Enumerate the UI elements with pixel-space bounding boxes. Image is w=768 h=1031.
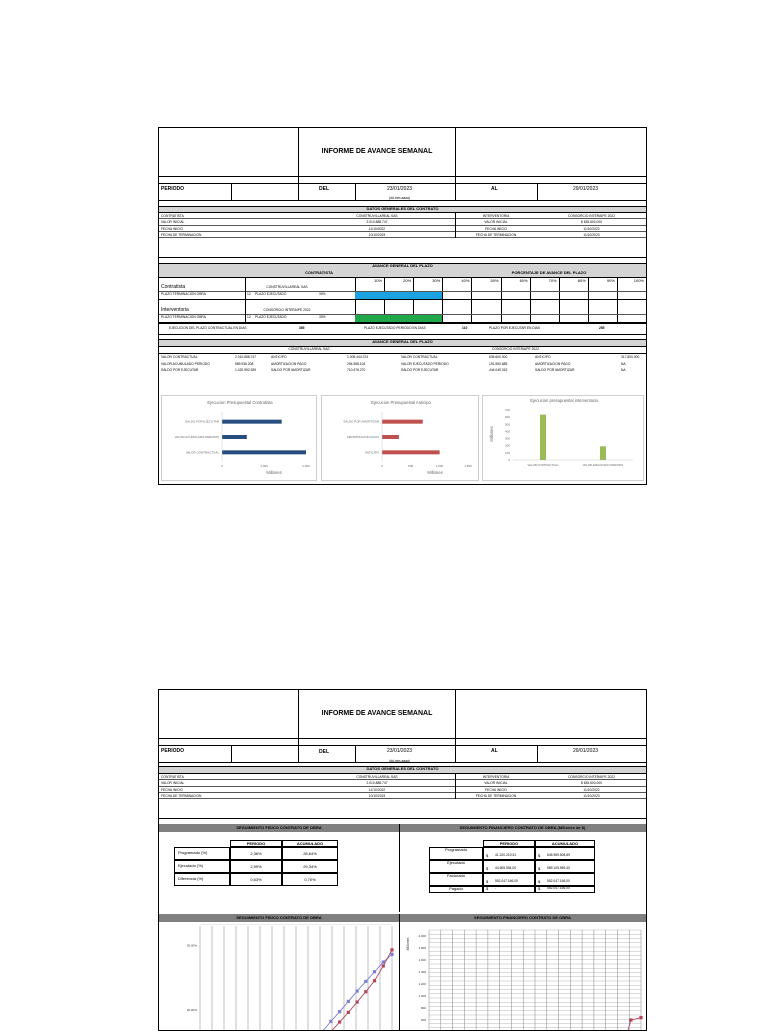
tick-label: 600 xyxy=(504,415,510,420)
bar xyxy=(540,415,546,460)
interventoria-name: Interventoria xyxy=(161,307,189,313)
summary-label: PLAZO POR EJECUTAR EN DIAS xyxy=(489,326,541,330)
col-divider xyxy=(455,212,456,238)
data-point xyxy=(373,979,376,982)
scale-label: 100% xyxy=(633,278,644,283)
financiero-cell: VALOR CONTRACTUAL xyxy=(401,355,438,359)
category-label: VALOR CONTRACTUAL xyxy=(185,450,219,455)
data-point xyxy=(338,1020,341,1023)
data-point xyxy=(355,989,358,992)
col-periodo: PERIODO xyxy=(246,840,266,846)
interventoria-term-value: 12 xyxy=(247,315,251,319)
report-title: INFORME DE AVANCE SEMANAL xyxy=(321,148,433,155)
scale-label: 80% xyxy=(577,278,586,283)
bar xyxy=(600,446,606,460)
category-label: VALOR EJECUTADO PERIODO xyxy=(582,463,624,467)
chart-title: Ejecucion Presupuestal Anticipo xyxy=(371,400,431,405)
contract-value: CONSTRUVILLAREAL SAS xyxy=(356,214,398,218)
interventoria-company: CONSORCIO INTERAIPE 2022 xyxy=(263,308,311,312)
grid-line xyxy=(471,277,472,323)
scale-label: 60% xyxy=(519,278,528,283)
financiero-cell: SALDO POR EJECUTAR xyxy=(161,368,199,372)
contract-value: $ 635.600.000 xyxy=(580,781,603,786)
chart-title: Ejecucion presupuestal interventoria xyxy=(530,398,598,403)
financiero-cell: SALDO POR AMORTIZAR xyxy=(271,368,311,372)
contract-label: FECHA INICIO xyxy=(161,226,183,231)
financiero-cell: SALDO POR AMORTIZAR xyxy=(535,368,575,372)
contract-value: 10/10/2023 xyxy=(368,232,386,237)
financiero-section-title: AVANCE GENERAL DEL PLAZO xyxy=(372,339,433,344)
data-point xyxy=(639,1016,642,1019)
period-del-label-2: DEL xyxy=(319,749,329,755)
contract-value: 11/10/2022 xyxy=(368,787,386,792)
contract-label: FECHA INICIO xyxy=(161,787,183,792)
tick-label: 100 xyxy=(504,450,510,455)
financiero-interventoria: CONSORCIO INTERAIPE 2022 xyxy=(492,347,539,351)
financiero-cell: 294.968.104 xyxy=(347,361,366,366)
contract-label: FECHA DE TERMINACION xyxy=(161,232,202,237)
summary-value: 365 xyxy=(299,326,305,330)
period-end: 29/01/2023 xyxy=(573,186,599,192)
financiero-cell: 589.936.208 xyxy=(235,361,254,366)
financiero-cell: AMORTIZACION PAGO xyxy=(535,361,571,366)
interventoria-exec-label: PLAZO EJECUTADO xyxy=(255,315,287,319)
tick-label: 1.200 xyxy=(418,982,426,986)
contract-value: 10/10/2023 xyxy=(368,793,386,798)
financiero-cell: NA xyxy=(621,368,626,372)
plazo-porcentaje-header: PORCENTAJE DE AVANCE DEL PLAZO xyxy=(511,270,587,275)
currency-symbol: $ xyxy=(538,866,541,871)
financiero-cell: VALOR EJECUTADO PERIODO xyxy=(401,361,449,366)
bar xyxy=(382,450,440,454)
tick-label: 500 xyxy=(408,464,414,468)
chart-financiero-line xyxy=(401,924,645,1030)
tick-label: 1.600 xyxy=(418,958,426,962)
category-label: VALOR ACUMULADO PERIODO xyxy=(174,435,219,439)
fin-acumulado: 552.047.166,00 xyxy=(547,886,570,890)
grid-line xyxy=(442,277,443,323)
data-point xyxy=(347,1000,350,1003)
contract-value: 11/10/2022 xyxy=(583,787,600,792)
contract-value: 11/10/2022 xyxy=(583,226,600,231)
axis-label: Millones xyxy=(266,470,282,475)
data-point xyxy=(390,948,393,951)
tick-label: 20,00% xyxy=(186,1007,197,1012)
fisico-label: Ejecutado (%) xyxy=(178,863,204,868)
chart-anticipo xyxy=(321,395,479,481)
financiero-cell: 2.010.888.747 xyxy=(235,355,257,359)
data-point xyxy=(373,970,376,973)
row-divider xyxy=(159,792,646,793)
fisico-acumulado: 28,64% xyxy=(303,851,317,856)
contract-label: FECHA DE TERMINACION xyxy=(475,232,517,237)
fisico-title: SEGUIMIENTO FISICO CONTRATO DE OBRA xyxy=(236,825,322,830)
financiero-cell: 635.600.000 xyxy=(489,355,508,359)
financiero-contratista: CONSTRUVILLAREAL SAS xyxy=(288,347,330,351)
fisico-acumulado: 29,34% xyxy=(303,864,317,869)
contract-label: FECHA INICIO xyxy=(485,787,507,792)
category-label: AMORTIZACION PAGO xyxy=(346,435,379,439)
fin-acumulado: 589.105.959,40 xyxy=(547,866,570,870)
summary-label: EJECUCION DEL PLAZO CONTRACTUAL EN DIAS xyxy=(169,326,247,330)
period-start-2: 23/01/2023 xyxy=(387,748,413,754)
data-point xyxy=(364,980,367,983)
tick-label: 700 xyxy=(504,408,510,412)
grid-line xyxy=(530,277,531,323)
summary-value: 255 xyxy=(599,326,605,330)
data-point xyxy=(629,1018,632,1021)
contract-label: VALOR INICIAL xyxy=(484,781,508,786)
financiero-cell: AMORTIZACION PAGO xyxy=(271,361,307,366)
currency-symbol: $ xyxy=(486,886,489,891)
row-divider xyxy=(159,798,646,799)
col-acumulado: ACUMULADO xyxy=(551,840,579,846)
fisico-label: Diferencia (%) xyxy=(178,876,204,881)
currency-symbol: $ xyxy=(538,879,541,884)
col-acumulado: ACUMULADO xyxy=(296,840,324,846)
financiero-cell: 710.476.270 xyxy=(347,368,366,372)
col-divider xyxy=(455,773,456,799)
currency-symbol: $ xyxy=(538,853,541,858)
contract-value: 11/10/2023 xyxy=(583,793,600,798)
category-label: VALOR CONTRACTUAL xyxy=(527,463,559,467)
tick-label: 1.000 xyxy=(435,464,444,468)
contratista-term-label: PLAZO TERMINACION OBRA xyxy=(161,292,207,296)
data-point xyxy=(355,1000,358,1003)
grid-line xyxy=(617,277,618,323)
scale-label: 20% xyxy=(403,278,412,283)
axis-label: Millones xyxy=(406,937,410,951)
data-point xyxy=(329,1020,332,1023)
tick-label: 800 xyxy=(420,1006,426,1010)
bar xyxy=(382,435,399,439)
tick-label: 1.000 xyxy=(418,994,426,998)
contract-label: FECHA INICIO xyxy=(485,226,507,231)
tick-label: 200 xyxy=(504,443,510,448)
summary-value: 110 xyxy=(462,326,468,330)
tick-label: 1.400 xyxy=(418,970,426,974)
report-sheet-1 xyxy=(158,127,647,485)
contract-label: INTERVENTORIA xyxy=(482,214,510,218)
col-divider xyxy=(245,277,246,323)
tick-label: 1.500 xyxy=(464,464,472,468)
contract-section-title: DATOS GENERALES DEL CONTRATO xyxy=(366,206,439,211)
interventoria-term-label: PLAZO TERMINACION OBRA xyxy=(161,315,207,319)
fin-periodo: 552.047.166,00 xyxy=(495,879,518,883)
tick-label: 2.000 xyxy=(418,934,426,938)
currency-symbol: $ xyxy=(486,853,489,858)
category-label: SALDO POR EJECUTAR xyxy=(185,419,219,424)
financiero-cell: VALOR ACUMULADO PERIODO xyxy=(161,361,210,366)
fisico-acumulado: 0,70% xyxy=(304,877,316,882)
plazo-contratista-header: CONTRATISTA xyxy=(304,270,334,275)
data-point xyxy=(364,990,367,993)
chart-contratista xyxy=(161,395,317,481)
contract-label: VALOR INICIAL xyxy=(161,781,185,786)
grid-line xyxy=(646,277,647,323)
period-format-hint-2: (dd-mm-aaaa) xyxy=(389,759,410,763)
row-divider xyxy=(159,299,646,300)
row-cell xyxy=(483,886,535,893)
currency-symbol: $ xyxy=(538,886,541,891)
fisico-label: Programado (%) xyxy=(178,850,208,855)
contract-value: CONSTRUVILLAREAL SAS xyxy=(356,775,398,779)
scale-label: 70% xyxy=(548,278,557,283)
tick-label: 1.000 xyxy=(260,464,268,468)
fin-label: Facturado xyxy=(446,873,465,878)
contract-value: CONSORCIO INTERAIPE 2022 xyxy=(568,775,615,779)
grid-line xyxy=(588,277,589,323)
grid-line xyxy=(501,277,502,323)
category-label: SALDO POR AMORTIZAR xyxy=(343,419,379,424)
fin-periodo: 41.220.219,31 xyxy=(495,853,517,857)
scale-label: 90% xyxy=(606,278,615,283)
tick-label: 0 xyxy=(221,464,223,468)
contract-section-title-2: DATOS GENERALES DEL CONTRATO xyxy=(366,766,439,771)
contratista-name: Contratista xyxy=(161,284,186,290)
bar xyxy=(222,435,247,439)
financiero-cell: 444.049.315 xyxy=(489,368,508,372)
contract-label: CONTRATISTA xyxy=(161,214,184,218)
chart-interventoria xyxy=(482,395,644,481)
contract-value: $ 635.600.000 xyxy=(580,220,603,225)
chart-fisico-line xyxy=(160,924,398,1030)
contract-value: 11/10/2023 xyxy=(583,232,600,237)
fisico-periodo: 0,63% xyxy=(250,877,262,882)
contratista-progress-bar xyxy=(355,292,442,299)
financiero-cell: NA xyxy=(621,361,626,366)
data-point xyxy=(382,964,385,967)
period-end-2: 29/01/2023 xyxy=(573,748,599,754)
tick-label: 600 xyxy=(420,1018,426,1022)
period-format-hint: (dd-mm-aaaa) xyxy=(389,196,410,200)
financiero-title: SEGUIMIENTO FINANCIERO CONTRATO DE OBRA (Millones de $) xyxy=(459,825,586,830)
period-label-2: PERIODO xyxy=(161,748,185,754)
period-start: 23/01/2023 xyxy=(387,186,413,192)
contract-value: 11/10/2022 xyxy=(368,226,386,231)
contract-value: 2.010.888.747 xyxy=(366,781,388,786)
report-title-2: INFORME DE AVANCE SEMANAL xyxy=(321,710,433,717)
fin-label: Pagado xyxy=(449,886,463,891)
fisico-periodo: 2,99% xyxy=(250,864,262,869)
summary-label: PLAZO EJECUTADO PERIODO EN DIAS xyxy=(364,326,426,330)
bar xyxy=(222,420,282,424)
period-al-label-2: AL xyxy=(491,748,498,754)
chart-fin-title: SEGUIMIENTO FINANCIERO CONTRATO DE OBRA xyxy=(474,915,571,920)
chart-title: Ejecucion Presupuestal Contratista xyxy=(207,400,273,405)
financiero-cell: SALDO POR EJECUTAR xyxy=(401,368,439,372)
tick-label: 1.800 xyxy=(418,946,426,950)
financiero-cell: 317.800.000 xyxy=(621,355,640,359)
chart-fisico-title: SEGUIMIENTO FISICO CONTRATO DE OBRA xyxy=(236,915,322,920)
financiero-cell: ANTICIPO xyxy=(271,355,287,359)
contract-label: FECHA DE TERMINACION xyxy=(475,793,517,798)
axis-label: Millones xyxy=(427,470,443,475)
contract-label: VALOR INICIAL xyxy=(161,220,185,225)
contratista-exec-value: 30% xyxy=(319,292,326,296)
row-divider xyxy=(159,218,646,219)
scale-label: 10% xyxy=(374,278,383,283)
plazo-section-title: AVANCE GENERAL DEL PLAZO xyxy=(372,263,433,268)
scale-label: 50% xyxy=(490,278,499,283)
tick-label: 500 xyxy=(504,422,510,427)
row-divider xyxy=(159,237,646,238)
tick-label: 300 xyxy=(504,436,510,441)
bar xyxy=(382,420,423,424)
tick-label: 0 xyxy=(381,464,383,468)
tick-label: 2.000 xyxy=(302,464,310,468)
contract-label: INTERVENTORIA xyxy=(482,775,510,779)
scale-label: 30% xyxy=(432,278,441,283)
period-label: PERIODO xyxy=(161,186,185,192)
data-point xyxy=(347,1011,350,1014)
fin-acumulado: 645.969.508,89 xyxy=(547,853,570,857)
bar xyxy=(222,450,306,454)
financiero-cell: 191.550.685 xyxy=(489,361,508,366)
interventoria-progress-bar xyxy=(355,315,442,322)
contract-value: 2.010.888.747 xyxy=(366,220,388,225)
currency-symbol: $ xyxy=(486,866,489,871)
contratista-company: CONSTRUVILLAREAL SAS xyxy=(266,285,308,289)
financiero-cell: 1.005.444.374 xyxy=(347,355,369,359)
fin-label: Programado xyxy=(444,847,467,852)
fin-periodo: 44.605.554,00 xyxy=(495,866,517,870)
fin-periodo: - xyxy=(495,886,497,890)
report-sheet-2 xyxy=(158,689,647,1031)
col-periodo: PERIODO xyxy=(499,840,519,846)
fin-acumulado: 552.047.166,00 xyxy=(547,879,570,883)
row-divider xyxy=(159,779,646,780)
contract-label: VALOR INICIAL xyxy=(484,220,508,225)
grid-line xyxy=(559,277,560,323)
row-divider xyxy=(159,231,646,232)
contratista-term-value: 12 xyxy=(247,292,251,296)
interventoria-exec-value: 30% xyxy=(319,315,326,319)
fisico-periodo: 2,36% xyxy=(250,851,262,856)
data-point xyxy=(338,1010,341,1013)
contract-label: FECHA DE TERMINACION xyxy=(161,793,202,798)
financiero-cell: ANTICIPO xyxy=(535,355,551,359)
scale-label: 40% xyxy=(461,278,470,283)
contratista-exec-label: PLAZO EJECUTADO xyxy=(255,292,287,296)
tick-label: 30,00% xyxy=(186,943,197,948)
tick-label: 0 xyxy=(508,458,510,462)
row-divider xyxy=(159,786,646,787)
contract-label: CONTRATISTA xyxy=(161,775,184,779)
financiero-cell: VALOR CONTRACTUAL xyxy=(161,355,198,359)
financiero-cell: 1.420.952.539 xyxy=(235,368,257,372)
row-divider xyxy=(159,225,646,226)
period-del-label: DEL xyxy=(319,186,329,192)
fin-label: Ejecutado xyxy=(447,860,465,865)
tick-label: 400 xyxy=(504,429,510,434)
axis-label: Millones xyxy=(489,426,494,442)
category-label: ANTICIPO xyxy=(364,450,379,455)
currency-symbol: $ xyxy=(486,879,489,884)
data-point xyxy=(390,953,393,956)
contract-value: CONSORCIO INTERAIPE 2022 xyxy=(568,214,615,218)
period-al-label: AL xyxy=(491,186,498,192)
